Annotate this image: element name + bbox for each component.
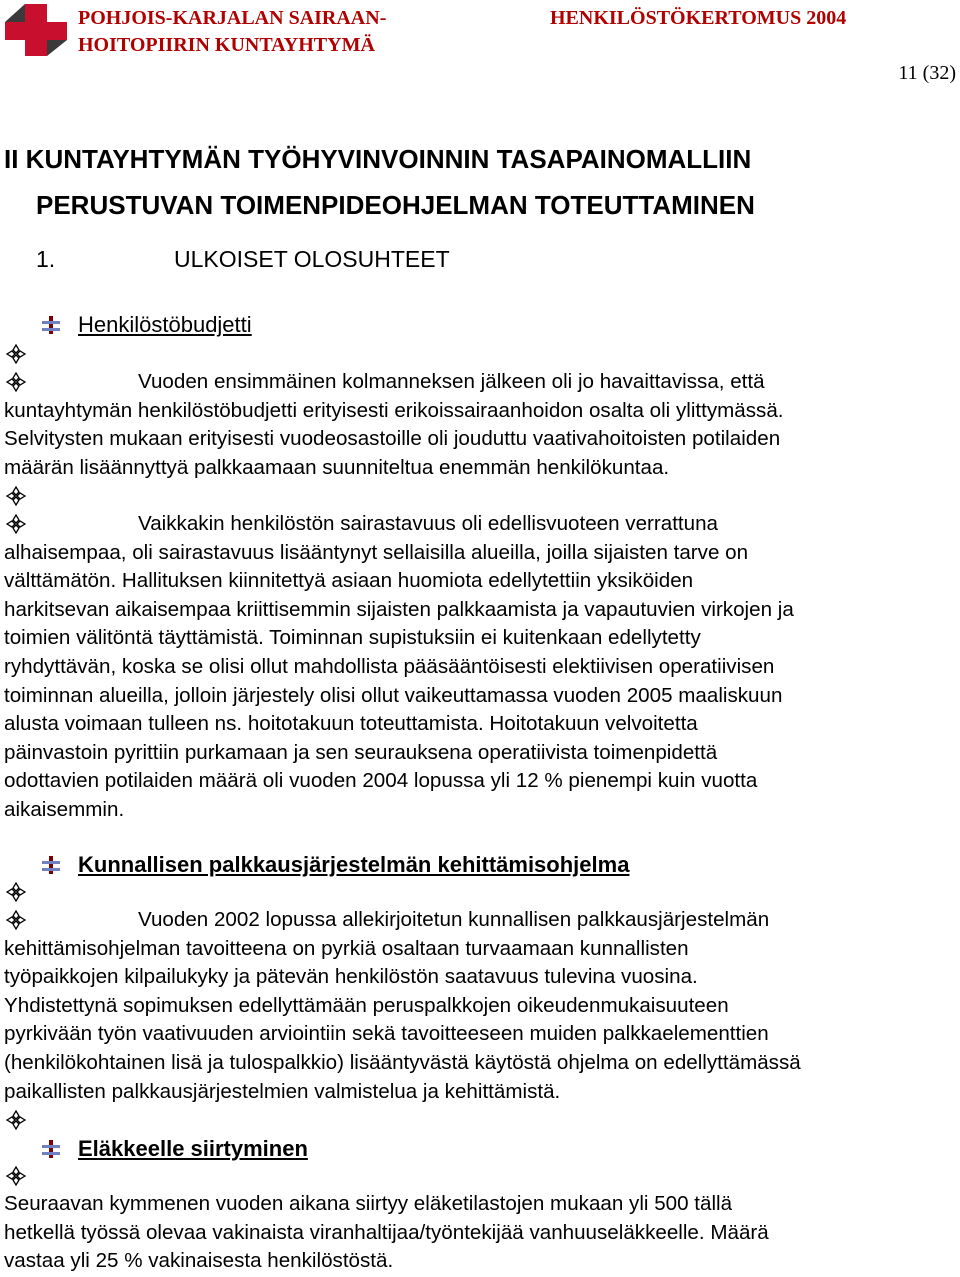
text-line: Vuoden ensimmäinen kolmanneksen jälkeen oli jo havaittavissa, että [138,370,765,393]
text-line: välttämätön. Hallituksen kiinnitettyä asiaan huomiota edellytettiin yksiköiden [4,569,694,593]
diamond-bullet-icon [6,486,26,506]
text-line: työpaikkojen kilpailukyky ja pätevän henkilöstön saatavuus tulevina vuosina. [4,965,698,989]
subsection-heading-henkilostobudjetti [40,312,252,338]
page-number: 11 (32) [898,62,956,84]
ladder-icon [40,854,62,876]
subsection-heading-palkkausjarjestelma [40,852,629,878]
text-line: ryhdyttävän, koska se olisi ollut mahdollista pääsääntöisesti elektiivisen operatiivisen [4,654,775,678]
text-line: toimien välitöntä täyttämistä. Toiminnan supistuksiin ei kuitenkaan edellytetty [4,626,701,650]
text-line: paikallisten palkkausjärjestelmien valmistelua ja kehittämistä. [4,1079,561,1103]
text-line: Seuraavan kymmenen vuoden aikana siirtyy eläketilastojen mukaan yli 500 tällä [4,1192,733,1215]
section-title: ULKOISET OLOSUHTEET [174,246,450,272]
subsection-title: Kunnallisen palkkausjärjestelmän kehittämisohjelma [78,852,630,877]
text-line: Vuoden 2002 lopussa allekirjoitetun kunnallisen palkkausjärjestelmän [138,908,770,931]
text-line: kehittämisohjelman tavoitteena on pyrkiä osaltaan turvaamaan kunnallisten [4,936,689,960]
ladder-icon [40,1138,62,1160]
text-line: Yhdistettynä sopimuksen edellyttämään peruspalkkojen oikeudenmukaisuuteen [4,993,729,1017]
diamond-bullet-icon [6,344,26,364]
text-line: kuntayhtymän henkilöstöbudjetti erityisesti erikoissairaanhoidon osalta oli ylittymässä. [4,398,784,422]
report-title: HENKILÖSTÖKERTOMUS 2004 [550,7,847,29]
paragraph-henkilostobudjetti [4,368,960,482]
chapter-title-line2: PERUSTUVAN TOIMENPIDEOHJELMAN TOTEUTTAMINEN [36,190,755,220]
text-line: alhaisempaa, oli sairastavuus lisääntynyt sellaisilla alueilla, joilla sijaisten tarve on [4,540,749,564]
section-heading [36,246,450,273]
text-line: toiminnan alueilla, jolloin järjestely olisi ollut vaikeuttamassa vuoden 2005 maaliskuun [4,683,783,707]
text-line: (henkilökohtainen lisä ja tulospalkkio) lisääntyvästä käytöstä ohjelma on edellyttämässä [4,1050,801,1074]
organization-name-line1: POHJOIS-KARJALAN SAIRAAN- [78,7,387,29]
text-line: vastaa yli 25 % vakinaisesta henkilöstöstä. [4,1249,394,1273]
paragraph-sairastavuus [4,510,960,825]
diamond-bullet-icon [6,1166,26,1186]
text-line: määrän lisäännyttyä palkkaamaan suunniteltua enemmän henkilökuntaa. [4,455,670,479]
text-line: pyrkivään työn vaativuuden arviointiin sekä tavoitteeseen muiden palkkaelementtien [4,1022,769,1046]
text-line: odottavien potilaiden määrä oli vuoden 2004 lopussa yli 12 % pienempi kuin vuotta [4,769,758,793]
text-line: aikaisemmin. [4,797,125,821]
text-line: alusta voimaan tulleen ns. hoitotakuun toteuttamista. Hoitotakuun velvoitetta [4,712,698,736]
logo [3,2,69,58]
organization-name-line2: HOITOPIIRIN KUNTAYHTYMÄ [78,34,375,56]
paragraph-elakkeelle [4,1190,960,1276]
diamond-bullet-icon [6,882,26,902]
diamond-bullet-icon [6,1110,26,1130]
subsection-heading-elakkeelle [40,1136,308,1162]
text-line: harkitsevan aikaisempaa kriittisemmin sijaisten palkkaamista ja vapautuvien virkojen ja [4,597,794,621]
text-line: Selvitysten mukaan erityisesti vuodeosastoille oli jouduttu vaativahoitoisten potilaiden [4,427,781,451]
section-number: 1. [36,246,56,272]
paragraph-palkkausjarjestelma [4,906,960,1106]
text-line: päinvastoin pyrittiin purkamaan ja sen seurauksena operatiivista toimenpidettä [4,740,718,764]
ladder-icon [40,314,62,336]
subsection-title: Eläkkeelle siirtyminen [78,1136,308,1161]
text-line: hetkellä työssä olevaa vakinaista viranhaltijaa/työntekijää vanhuuseläkkeelle. Määrä [4,1220,769,1244]
text-line: Vaikkakin henkilöstön sairastavuus oli edellisvuoteen verrattuna [138,512,719,535]
subsection-title: Henkilöstöbudjetti [78,312,252,337]
chapter-title-line1: II KUNTAYHTYMÄN TYÖHYVINVOINNIN TASAPAINOMALLIIN [4,144,752,174]
red-cross-logo-icon [3,2,69,58]
